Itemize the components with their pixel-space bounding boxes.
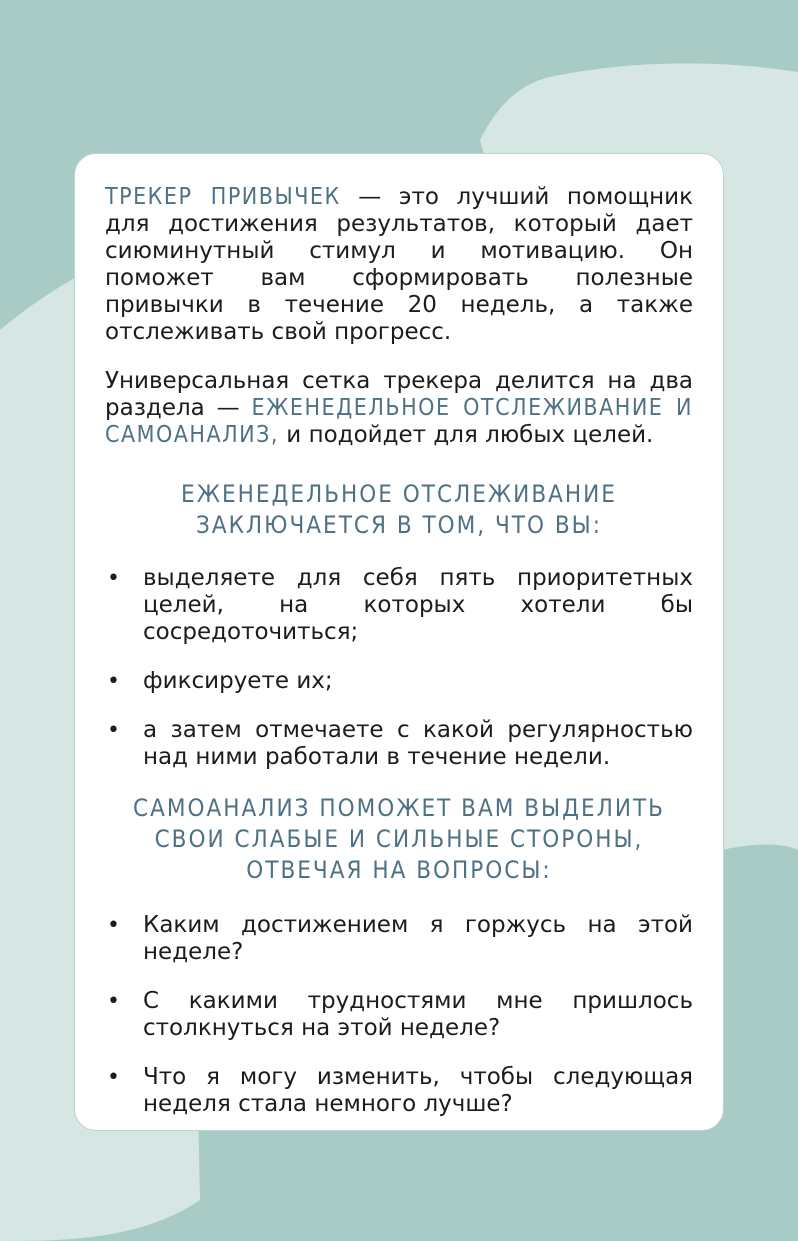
list-item-text: Каким достижением я горжусь на этой неделе? <box>143 912 693 965</box>
list-item <box>105 717 693 771</box>
content-card <box>74 153 724 1131</box>
list-item <box>105 668 693 695</box>
selfanalysis-heading-line2: СВОИ СЛАБЫЕ И СИЛЬНЫЕ СТОРОНЫ, <box>154 825 644 853</box>
bullet: • <box>107 1065 120 1090</box>
sections-paragraph <box>105 368 693 449</box>
list-item-text: фиксируете их; <box>143 668 333 694</box>
sections-lead: Универсальная сетка трекера делится на два раздела — <box>105 368 693 421</box>
weekly-heading-line2: ЗАКЛЮЧАЕТСЯ В ТОМ, ЧТО ВЫ: <box>196 511 602 539</box>
intro-paragraph <box>105 184 693 346</box>
weekly-list <box>105 565 693 771</box>
list-item <box>105 1064 693 1118</box>
sections-accent: ЕЖЕНЕДЕЛЬНОЕ ОТСЛЕЖИВАНИЕ И САМОАНАЛИЗ, <box>105 395 693 448</box>
weekly-heading <box>105 479 693 541</box>
bullet: • <box>107 989 120 1014</box>
selfanalysis-heading-line3: ОТВЕЧАЯ НА ВОПРОСЫ: <box>246 856 552 884</box>
sections-tail: и подойдет для любых целей. <box>279 422 654 448</box>
list-item-text: а затем отмечаете с какой регулярностью над ними работали в течение недели. <box>143 717 693 770</box>
bullet: • <box>107 669 120 694</box>
bullet: • <box>107 566 120 591</box>
list-item-text: С какими трудностями мне пришлось столкнуться на этой неделе? <box>143 988 693 1041</box>
list-item-text: выделяете для себя пять приоритетных целей, на которых хотели бы сосредоточиться; <box>143 565 693 645</box>
list-item <box>105 988 693 1042</box>
bullet: • <box>107 718 120 743</box>
weekly-heading-line1: ЕЖЕНЕДЕЛЬНОЕ ОТСЛЕЖИВАНИЕ <box>181 480 617 508</box>
intro-accent: ТРЕКЕР ПРИВЫЧЕК <box>105 184 341 210</box>
selfanalysis-heading-line1: САМОАНАЛИЗ ПОМОЖЕТ ВАМ ВЫДЕЛИТЬ <box>133 794 665 822</box>
selfanalysis-list <box>105 912 693 1118</box>
list-item-text: Что я могу изменить, чтобы следующая неделя стала немного лучше? <box>143 1064 693 1117</box>
intro-text: — это лучший помощник для достижения результатов, который дает сиюминутный стимул и мотивацию. Он поможет вам сформировать полезные привычки в течение 20 недель, а также отслеживать свой прогресс. <box>105 184 693 345</box>
bullet: • <box>107 913 120 938</box>
list-item <box>105 565 693 646</box>
selfanalysis-heading <box>105 793 693 886</box>
list-item <box>105 912 693 966</box>
